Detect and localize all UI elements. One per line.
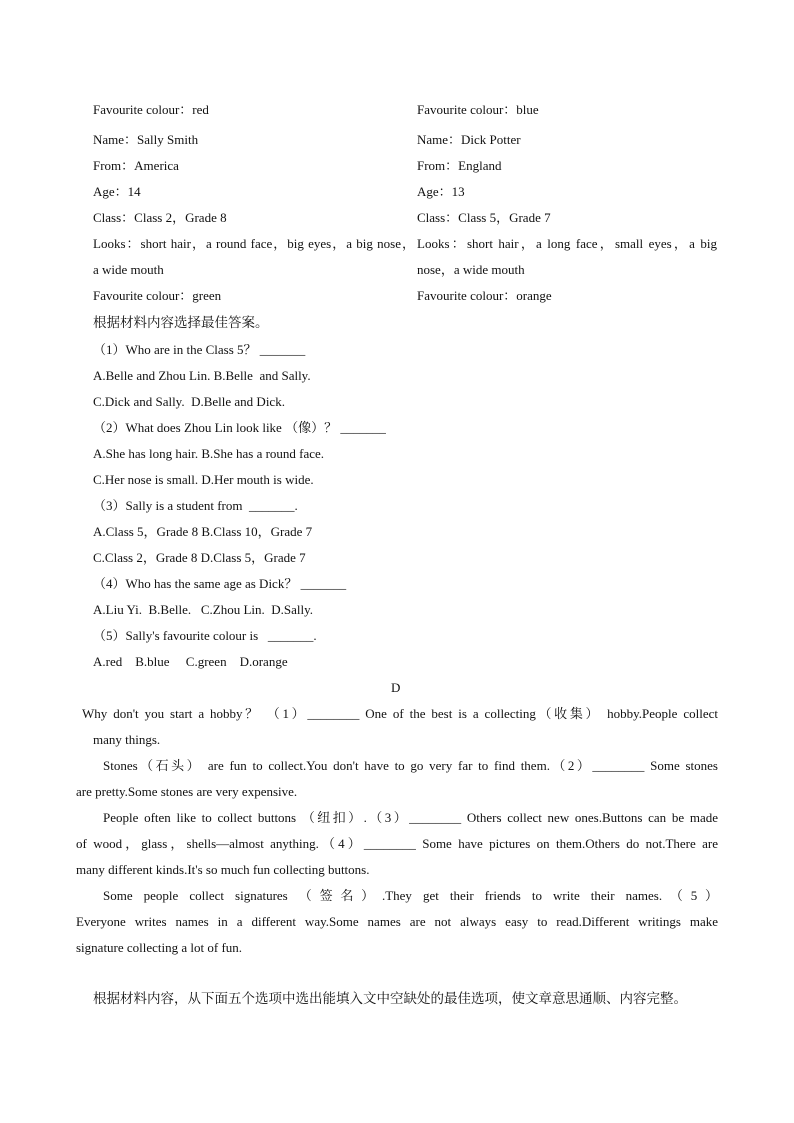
passage-p4-line3: signature collecting a lot of fun. bbox=[76, 940, 243, 955]
table-right-colour-prev: Favourite colour：blue bbox=[417, 102, 539, 117]
right-age: Age：13 bbox=[417, 184, 465, 199]
question-3-options-c: C.Class 2，Grade 8 D.Class 5，Grade 7 bbox=[93, 550, 306, 565]
question-2: （2）What does Zhou Lin look like （像）？ _______ bbox=[93, 420, 386, 435]
passage-p2-line2: are pretty.Some stones are very expensive. bbox=[76, 784, 298, 799]
question-2-options-a: A.She has long hair. B.She has a round face. bbox=[93, 446, 325, 461]
instructions-d: 根据材料内容，从下面五个选项中选出能填入文中空缺处的最佳选项，使文章意思通顺、内容完整。 bbox=[93, 991, 687, 1007]
question-3-options-a: A.Class 5，Grade 8 B.Class 10，Grade 7 bbox=[93, 524, 313, 539]
passage-p4-line2: Everyone writes names in a different way.Some names are not always easy to read.Different writings make bbox=[76, 914, 718, 929]
question-1-options-c: C.Dick and Sally. D.Belle and Dick. bbox=[93, 394, 285, 409]
section-d-heading: D bbox=[391, 680, 401, 695]
passage-p4-line1: Some people collect signatures （签名）.They get their friends to write their names.（5） bbox=[103, 888, 718, 903]
question-4: （4）Who has the same age as Dick？ _______ bbox=[93, 576, 347, 591]
left-class: Class：Class 2，Grade 8 bbox=[93, 210, 227, 225]
left-colour: Favourite colour：green bbox=[93, 288, 222, 303]
passage-p2-line1: Stones（石头） are fun to collect.You don't have to go very far to find them.（2）________ Some stones bbox=[103, 758, 718, 773]
passage-p3-line3: many different kinds.It's so much fun collecting buttons. bbox=[76, 862, 370, 877]
right-looks-cont: nose，a wide mouth bbox=[417, 262, 525, 277]
question-2-options-c: C.Her nose is small. D.Her mouth is wide. bbox=[93, 472, 314, 487]
instructions-c: 根据材料内容选择最佳答案。 bbox=[93, 315, 269, 331]
passage-p1-line1: Why don't you start a hobby？ （1）________ One of the best is a collecting（收集） hobby.People collect bbox=[82, 706, 718, 721]
left-from: From：America bbox=[93, 158, 179, 173]
left-age: Age：14 bbox=[93, 184, 141, 199]
table-left-colour-prev: Favourite colour：red bbox=[93, 102, 209, 117]
question-4-options: A.Liu Yi. B.Belle. C.Zhou Lin. D.Sally. bbox=[93, 602, 314, 617]
question-5: （5）Sally's favourite colour is _______. bbox=[93, 628, 317, 643]
left-name: Name：Sally Smith bbox=[93, 132, 199, 147]
right-class: Class：Class 5，Grade 7 bbox=[417, 210, 551, 225]
passage-p3-line2: of wood，glass，shells—almost anything.（4）________ Some have pictures on them.Others do not.There are bbox=[76, 836, 718, 851]
passage-p3-line1: People often like to collect buttons （纽扣）.（3）________ Others collect new ones.Buttons can be made bbox=[103, 810, 718, 825]
left-looks: Looks：short hair，a round face，big eyes，a big nose， bbox=[93, 236, 415, 251]
question-3: （3）Sally is a student from _______. bbox=[93, 498, 298, 513]
right-from: From：England bbox=[417, 158, 502, 173]
question-5-options: A.red B.blue C.green D.orange bbox=[93, 654, 288, 669]
right-name: Name：Dick Potter bbox=[417, 132, 521, 147]
question-1: （1）Who are in the Class 5？ _______ bbox=[93, 342, 306, 357]
right-colour: Favourite colour：orange bbox=[417, 288, 552, 303]
right-looks: Looks：short hair，a long face，small eyes，a big bbox=[417, 236, 717, 251]
question-1-options-a: A.Belle and Zhou Lin. B.Belle and Sally. bbox=[93, 368, 311, 383]
passage-p1-line2: many things. bbox=[93, 732, 161, 747]
left-looks-cont: a wide mouth bbox=[93, 262, 164, 277]
